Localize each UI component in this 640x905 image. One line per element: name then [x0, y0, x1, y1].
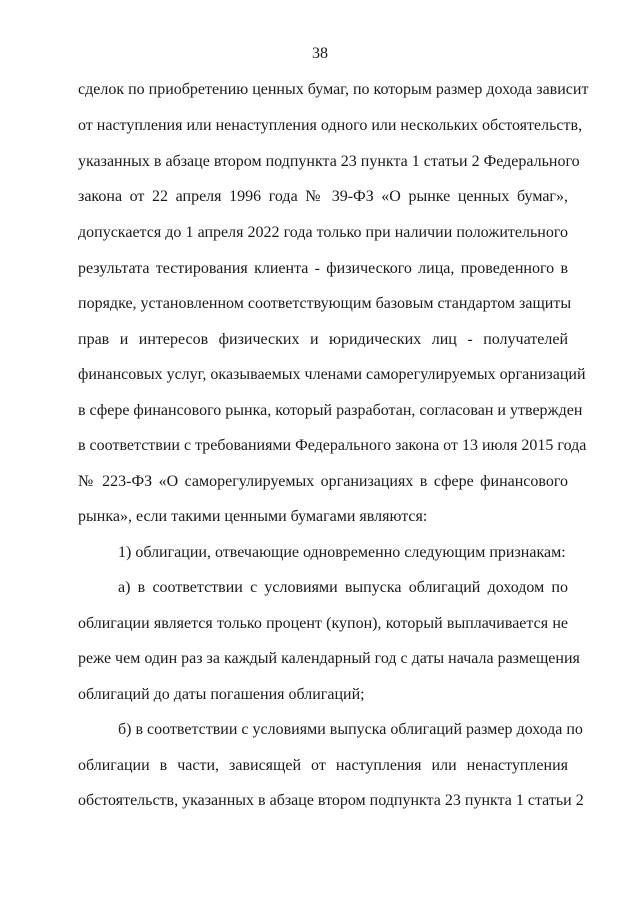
- text-line: № 223-ФЗ «О саморегулируемых организациях в сфере финансового: [78, 473, 568, 490]
- text-line: результата тестирования клиента - физического лица, проведенного в: [78, 260, 568, 277]
- text-line: в сфере финансового рынка, который разработан, согласован и утвержден: [78, 402, 583, 419]
- text-line: порядке, установленном соответствующим базовым стандартом защиты: [78, 295, 572, 312]
- text-line: рынка», если такими ценными бумагами являются:: [78, 508, 428, 525]
- text-line: сделок по приобретению ценных бумаг, по которым размер дохода зависит: [78, 81, 589, 98]
- text-line: от наступления или ненаступления одного или нескольких обстоятельств,: [78, 117, 583, 134]
- text-line: облигации в части, зависящей от наступления или ненаступления: [78, 757, 568, 774]
- text-line: б) в соответствии с условиями выпуска облигаций размер дохода по: [118, 721, 583, 738]
- text-line: 1) облигации, отвечающие одновременно следующим признакам:: [118, 544, 566, 561]
- text-line: а) в соответствии с условиями выпуска облигаций доходом по: [118, 579, 568, 596]
- text-line: прав и интересов физических и юридических лиц - получателей: [78, 331, 568, 348]
- text-line: реже чем один раз за каждый календарный год с даты начала размещения: [78, 650, 580, 667]
- text-line: указанных в абзаце втором подпункта 23 пункта 1 статьи 2 Федерального: [78, 153, 580, 170]
- text-line: облигации является только процент (купон), который выплачивается не: [78, 615, 568, 632]
- text-line: финансовых услуг, оказываемых членами саморегулируемых организаций: [78, 366, 586, 383]
- text-line: обстоятельств, указанных в абзаце втором подпункта 23 пункта 1 статьи 2: [78, 792, 584, 809]
- text-line: в соответствии с требованиями Федерального закона от 13 июля 2015 года: [78, 437, 587, 454]
- page-number: 38: [312, 45, 328, 62]
- text-line: допускается до 1 апреля 2022 года только при наличии положительного: [78, 224, 568, 241]
- text-line: облигаций до даты погашения облигаций;: [78, 686, 365, 703]
- text-line: закона от 22 апреля 1996 года № 39-ФЗ «О рынке ценных бумаг»,: [78, 188, 568, 205]
